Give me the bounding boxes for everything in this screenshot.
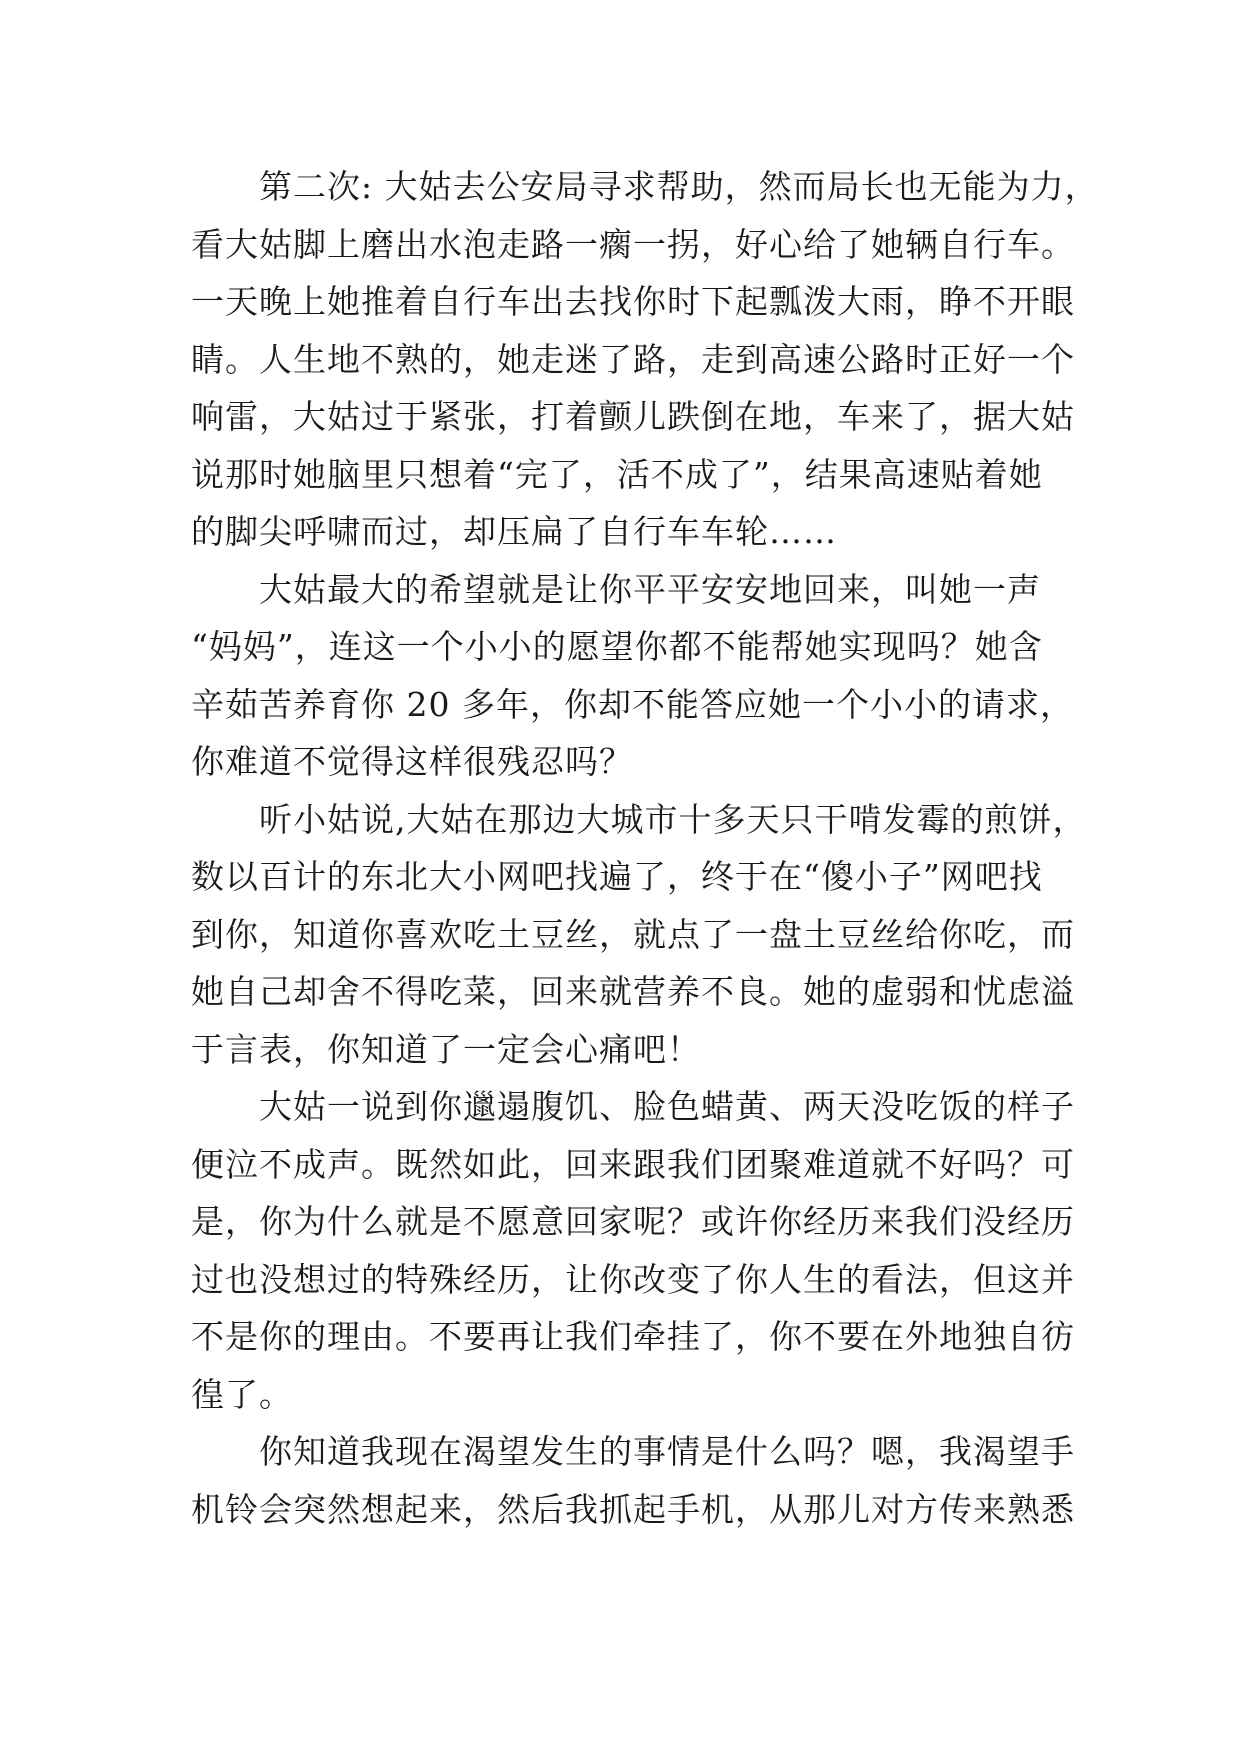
text-line: 辛茹苦养育你 20 多年，你却不能答应她一个小小的请求， [191, 684, 1074, 724]
text-line: 响雷，大姑过于紧张，打着颤儿跌倒在地，车来了，据大姑 [191, 397, 1075, 436]
text-line: 大姑最大的希望就是让你平平安安地回来，叫她一声 [259, 569, 1041, 609]
text-line: 你知道我现在渴望发生的事情是什么吗？嗯，我渴望手 [259, 1432, 1075, 1471]
text-line: 第二次: 大姑去公安局寻求帮助，然而局长也无能为力， [259, 167, 1099, 206]
text-line: 数以百计的东北大小网吧找遍了，终于在“傻小子”网吧找 [191, 857, 1043, 896]
text-line: 便泣不成声。既然如此，回来跟我们团聚难道就不好吗？可 [191, 1144, 1075, 1184]
text-line: 看大姑脚上磨出水泡走路一瘸一拐，好心给了她辆自行车。 [191, 224, 1075, 264]
text-line: 听小姑说,大姑在那边大城市十多天只干啃发霉的煎饼， [259, 799, 1087, 839]
text-line: 一天晚上她推着自行车出去找你时下起瓢泼大雨，睁不开眼 [191, 282, 1075, 321]
text-line: 她自己却舍不得吃菜，回来就营养不良。她的虚弱和忧虑溢 [191, 972, 1075, 1011]
text-line: 大姑一说到你邋遢腹饥、脸色蜡黄、两天没吃饭的样子 [259, 1087, 1075, 1126]
text-line: 不是你的理由。不要再让我们牵挂了，你不要在外地独自彷 [191, 1317, 1075, 1356]
text-line: 睛。人生地不熟的，她走迷了路，走到高速公路时正好一个 [191, 339, 1075, 379]
text-line: 徨了。 [191, 1374, 293, 1414]
text-line: 到你，知道你喜欢吃土豆丝，就点了一盘土豆丝给你吃，而 [191, 914, 1075, 954]
text-line: 你难道不觉得这样很残忍吗？ [191, 742, 633, 781]
body-text [191, 158, 1099, 1538]
text-line: 的脚尖呼啸而过，却压扁了自行车车轮…… [191, 512, 837, 551]
text-line: 过也没想过的特殊经历，让你改变了你人生的看法，但这并 [191, 1259, 1075, 1299]
text-line: 说那时她脑里只想着“完了，活不成了”，结果高速贴着她 [191, 454, 1043, 494]
text-line: 机铃会突然想起来，然后我抓起手机，从那儿对方传来熟悉 [191, 1489, 1075, 1529]
text-line: 于言表，你知道了一定会心痛吧！ [191, 1029, 701, 1069]
text-line: 是，你为什么就是不愿意回家呢？或许你经历来我们没经历 [191, 1202, 1075, 1241]
text-line: “妈妈”，连这一个小小的愿望你都不能帮她实现吗？她含 [191, 627, 1043, 666]
